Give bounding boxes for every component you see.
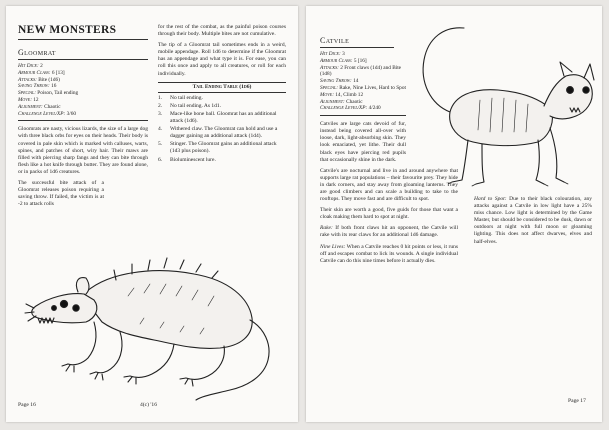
stat-key: Challenge Level/XP:: [18, 110, 66, 117]
stat-key: Special:: [320, 84, 338, 91]
catvile-illustration: [410, 16, 596, 192]
section-heading: NEW MONSTERS: [18, 24, 117, 36]
stat-value: 6 [13]: [50, 69, 65, 76]
table-row: [158, 141, 286, 155]
table-row-text: Stinger. The Gloomrat gains an additional attack (1d3 plus poison).: [170, 141, 277, 155]
table-row: [158, 95, 286, 102]
stat-value: Chaotic: [42, 103, 61, 110]
catvile-para-2: Catvile's are nocturnal and live in and around anywhere that supports large rat populations – their favourite prey. They hide in dark corners, and stay away from gloaming lanterns. They are good climbers and can scale a building to take to the rooftops. They move fast and are difficult to spot.: [320, 167, 458, 203]
hard-to-spot-title: Hard to Spot:: [474, 196, 507, 202]
table-row-number: 6.: [158, 156, 163, 163]
name-rule: [18, 59, 148, 60]
stat-line: [320, 51, 410, 58]
gloomrat-para-1: Gloomrats are nasty, vicious lizards, the size of a large dog with three black orbs for eyes on their heads. Their body is covered in pale skin which is marked with calluses, warts, spines, and patches of short, wiry hair. Their maws are filled with piercing sharp fangs and they can bite through flesh like a hot knife through butter. They are found alone, or in packs of 1d6 creatures.: [18, 126, 148, 175]
stat-key: Alignment:: [18, 103, 43, 110]
stat-value: 3: [340, 51, 345, 57]
stat-key: Move:: [18, 96, 32, 103]
page-number-left: Page 16: [18, 402, 36, 408]
stat-value: Bite (1d6): [36, 76, 60, 83]
catvile-stat-rule: [320, 115, 406, 116]
stat-value: 3/60: [65, 110, 77, 117]
gloomrat-illustration: [24, 248, 286, 408]
table-row: [158, 111, 286, 125]
catvile-para-1: Catviles are large cats devoid of fur, instead being covered all-over with loose, dark, light-absorbing skin. They look emaciated, yet lithe. Their dull black eyes have piercing red pupils that occasionally shine in the dark.: [320, 121, 406, 163]
stat-value: 5 [16]: [352, 57, 367, 64]
gloomrat-para-2: The successful bite attack of a Gloomrat releases poison requiring a saving throw. If failed, the victim is at -2 to attack rolls: [18, 180, 104, 208]
stat-key: Challenge Level/XP:: [320, 105, 368, 112]
stat-key: Armour Class:: [18, 69, 51, 76]
gloomrat-description: [18, 126, 148, 208]
stat-value: Poison, Tail ending: [35, 90, 79, 97]
stat-key: Alignment:: [320, 98, 345, 105]
right-page: [306, 6, 602, 422]
stat-key: Attacks:: [18, 76, 37, 83]
stat-line: [320, 85, 410, 92]
tail-ending-table-title: Tail Ending Table (1d6): [158, 82, 286, 93]
stat-value: 12: [31, 96, 39, 103]
monster-name-catvile: Catvile: [320, 36, 350, 45]
table-row-text: No tail ending.: [170, 94, 203, 101]
catvile-para-3: Their skin are worth a good, five guids for those that want a cloak making them hard to spot at night.: [320, 207, 458, 221]
table-row-number: 2.: [158, 102, 163, 109]
stat-line: [320, 65, 410, 79]
catvile-nine-lives: [320, 244, 458, 265]
stat-key: Attacks:: [320, 64, 339, 71]
stat-line: [18, 104, 148, 111]
table-row-number: 4.: [158, 126, 163, 133]
stat-value: 4/240: [367, 105, 381, 112]
table-row-text: No tail ending. As 1d1.: [170, 102, 222, 109]
gloomrat-para-4: The tip of a Gloomrat tail sometimes ends in a weird, mobile appendage. Roll 1d6 to determine if the Gloomrat has an appendage and what type it is. For ease, you can roll this once and apply to all creatures, or roll for each individually.: [158, 42, 286, 77]
stat-value: 16: [49, 83, 57, 90]
stat-value: 2 Front claws (1d4) and Bite (1d8): [320, 64, 402, 78]
right-column-2: [474, 196, 592, 250]
stat-key: Hit Dice:: [18, 63, 39, 69]
stat-line: [320, 58, 410, 65]
stat-line: [18, 63, 148, 70]
stat-value: 14: [351, 78, 359, 85]
nine-lives-text: When a Catvile reaches 0 hit points or less, it runs off and escapes combat to lick its wounds. A single individual Catvile can do this nine times before it actually dies.: [320, 243, 458, 264]
left-page: [6, 6, 298, 422]
stat-value: Chaotic: [344, 98, 363, 105]
hard-to-spot-text: Due to their black colouration, any attacks against a Catvile in low light have a 25% miss chance. Low light is determined by the Game Master, but should be considered to be dusk, dawn or outdoors at night with full moon or gloaming lighting. This does not affect dwarves, elves and half-elves.: [474, 196, 593, 245]
stat-key: Special:: [18, 90, 36, 97]
page-number-right: Page 17: [568, 398, 586, 404]
left-column-2: [158, 24, 286, 165]
monster-name-gloomrat: Gloomrat: [18, 48, 56, 57]
rake-text: If both front claws hit an opponent, the Catvile will rake with its rear claws for an additional 1d6 damage.: [320, 225, 458, 239]
stat-line: [18, 83, 148, 90]
stat-line: [320, 78, 410, 85]
table-row-text: Mace-like bone ball. Gloomrat has an additional attack (1d6).: [170, 110, 277, 125]
stat-value: 14, Climb 12: [333, 91, 364, 98]
stat-key: Move:: [320, 91, 334, 98]
stat-key: Saving Throw:: [18, 83, 50, 90]
table-row-number: 5.: [158, 141, 163, 148]
center-footer: 4(c) '16: [140, 402, 158, 408]
table-row: [158, 126, 286, 140]
stat-line: [18, 111, 148, 118]
stat-line: [320, 92, 410, 99]
gloomrat-para-3: for the rest of the combat, as the painful poison courses through their body. Multiple bites are not cumulative.: [158, 24, 286, 38]
nine-lives-title: Nine Lives:: [320, 243, 346, 250]
stat-line: [320, 105, 410, 112]
stat-line: [18, 97, 148, 104]
catvile-name-rule: [320, 47, 394, 48]
table-row-number: 1.: [158, 94, 163, 101]
table-row-number: 3.: [158, 110, 163, 117]
table-row: [158, 157, 286, 164]
tail-ending-table: [158, 95, 286, 164]
rake-title: Rake:: [320, 225, 333, 232]
table-row-text: Withered claw. The Gloomrat can hold and use a dagger gaining an additional attack (1d4).: [170, 126, 278, 140]
stat-value: 2: [38, 63, 43, 69]
stat-line: [320, 99, 410, 106]
heading-rule: [18, 39, 148, 40]
stat-line: [18, 90, 148, 97]
table-row-text: Bioluminescent lure.: [170, 156, 216, 163]
stat-key: Saving Throw:: [320, 78, 352, 85]
left-column-1: [18, 24, 148, 212]
stat-rule: [18, 120, 148, 121]
catvile-stat-block: [320, 51, 410, 112]
gloomrat-stat-block: [18, 63, 148, 117]
stat-key: Armour Class:: [320, 57, 353, 64]
stat-line: [18, 70, 148, 77]
table-row: [158, 103, 286, 110]
catvile-rake: [320, 225, 458, 239]
stat-key: Hit Dice:: [320, 51, 341, 57]
stat-line: [18, 77, 148, 84]
stat-value: Rake, Nine Lives, Hard to Spot: [337, 84, 406, 91]
